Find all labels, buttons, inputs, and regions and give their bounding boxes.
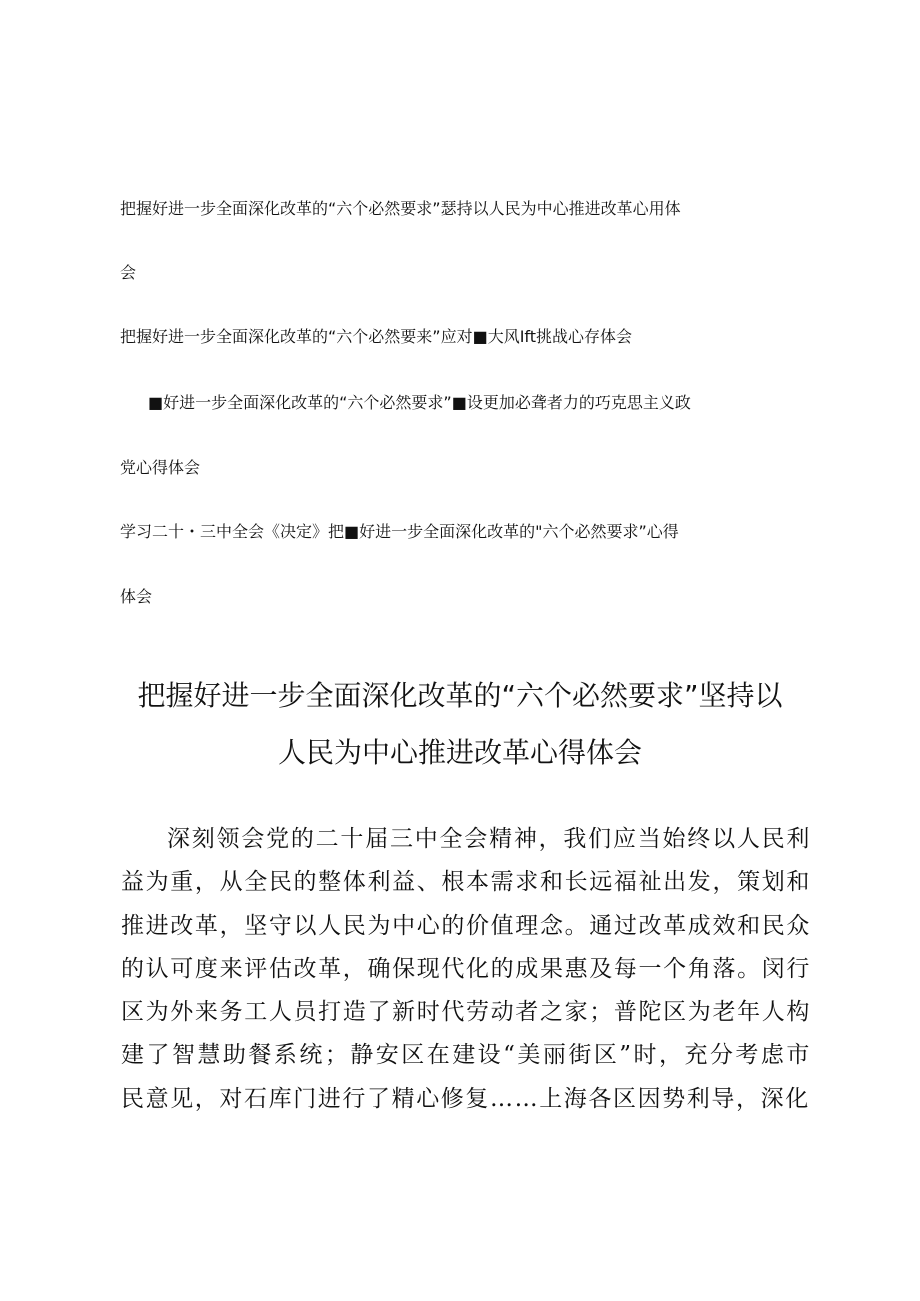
- toc-entry-4-line-1: 学习二十・三中全会《决定》把■好进一步全面深化改革的"六个必然要求”心得: [120, 522, 679, 541]
- toc-entry-1-line-1: 把握好进一步全面深化改革的“六个必然要求”瑟持以人民为中心推进改革心用体: [120, 199, 681, 218]
- article-title-line-2: 人民为中心推进改革心得体会: [277, 736, 642, 769]
- toc-entry-4-line-2: 体会: [120, 587, 153, 606]
- article-title-line-1: 把握好进一步全面深化改革的“六个必然要求”坚持以: [137, 679, 783, 712]
- toc-entry-1-line-2: 会: [120, 263, 137, 282]
- article-paragraph: 深刻领会党的二十届三中全会精神，我们应当始终以人民利益为重，从全民的整体利益、根本需求和长远福祉出发，策划和推进改革，坚守以人民为中心的价值理念。通过改革成效和民众的认可度来评估改革，确保现代化的成果惠及每一个角落。闵行区为外来务工人员打造了新时代劳动者之家；普陀区为老年人构建了智慧助餐系统；静安区在建设“美丽街区”时，充分考虑市民意见，对石库门进行了精心修复……上海各区因势利导，深化: [121, 826, 811, 1112]
- toc-entry-3-line-2: 党心得体会: [120, 458, 201, 477]
- toc-entry-2: 把握好进一步全面深化改革的“六个必然要来”应对■大风Ift挑战心存体会: [120, 327, 633, 346]
- toc-entry-3-line-1: ■好进一步全面深化改革的“六个必然要求”■设更加必聋者力的巧克思主义政: [148, 393, 691, 412]
